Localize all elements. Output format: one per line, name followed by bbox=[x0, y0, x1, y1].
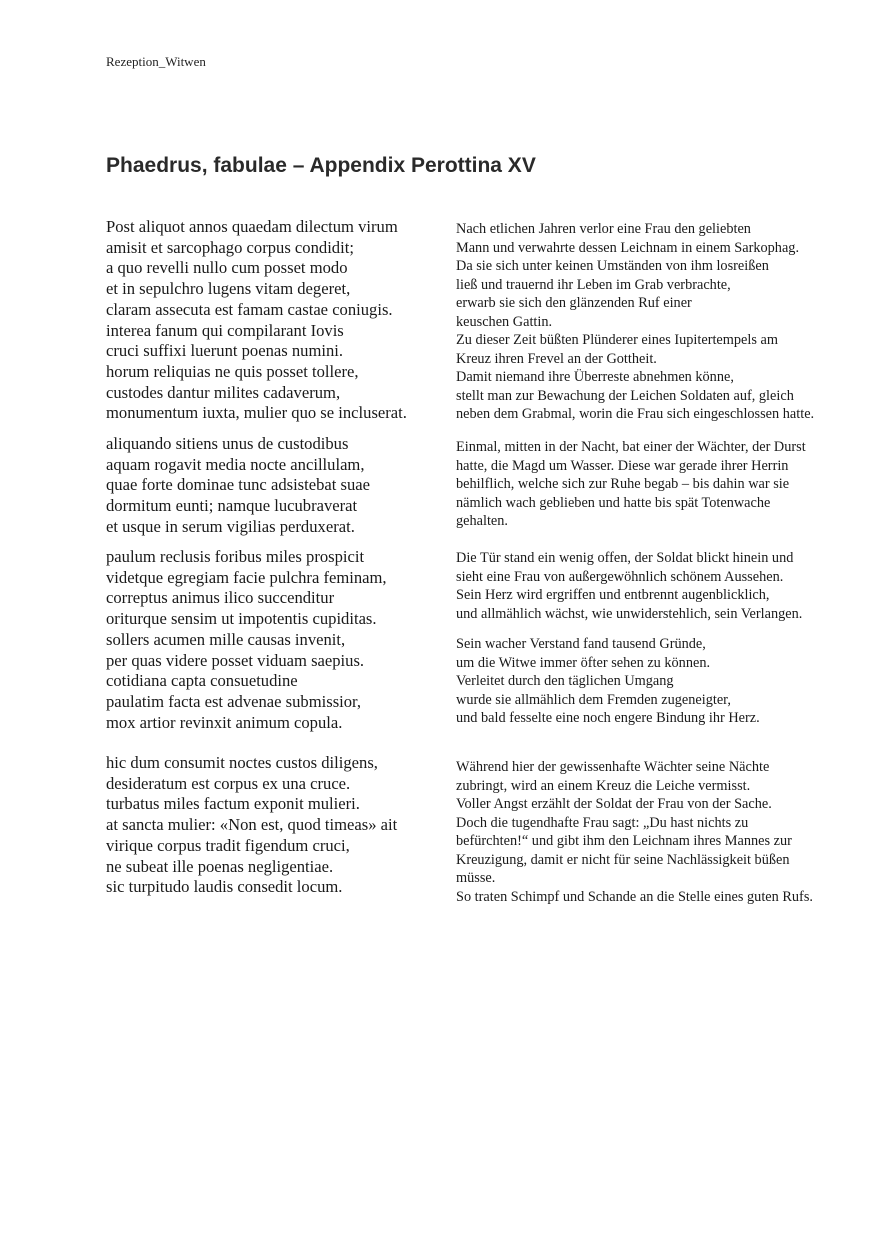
latin-stanza-2 bbox=[106, 434, 451, 538]
german-line: Doch die tugendhafte Frau sagt: „Du hast nichts zu bbox=[456, 814, 749, 831]
latin-line: Post aliquot annos quaedam dilectum virum bbox=[106, 217, 398, 236]
latin-line: horum reliquias ne quis posset tollere, bbox=[106, 361, 359, 381]
latin-line: sic turpitudo laudis consedit locum. bbox=[106, 877, 343, 897]
german-line: nämlich wach geblieben und hatte bis spät Totenwache bbox=[456, 494, 771, 511]
latin-line: quae forte dominae tunc adsistebat suae bbox=[106, 475, 371, 495]
german-line: müsse. bbox=[456, 870, 496, 886]
german-line: gehalten. bbox=[456, 513, 509, 529]
latin-line: turbatus miles factum exponit mulieri. bbox=[106, 794, 360, 814]
german-line: hatte, die Magd um Wasser. Diese war gerade ihrer Herrin bbox=[456, 457, 789, 474]
german-paragraph-1 bbox=[456, 220, 876, 424]
latin-line: sollers acumen mille causas invenit, bbox=[106, 629, 346, 649]
page-header: Rezeption_Witwen bbox=[106, 54, 206, 69]
latin-line: desideratum est corpus ex una cruce. bbox=[106, 773, 351, 793]
german-paragraph-4 bbox=[456, 635, 876, 728]
german-line: Nach etlichen Jahren verlor eine Frau den geliebten bbox=[456, 221, 751, 237]
latin-line: per quas videre posset viduam saepius. bbox=[106, 650, 365, 670]
german-line: behilflich, welche sich zur Ruhe begab – bis dahin war sie bbox=[456, 476, 790, 492]
german-line: Während hier der gewissenhafte Wächter seine Nächte bbox=[456, 759, 770, 775]
latin-line: correptus animus ilico succenditur bbox=[106, 588, 335, 608]
german-line: erwarb sie sich den glänzenden Ruf einer bbox=[456, 295, 692, 311]
latin-line: paulatim facta est advenae submissior, bbox=[106, 691, 362, 711]
latin-line: oriturque sensim ut impotentis cupiditas. bbox=[106, 609, 377, 629]
latin-line: custodes dantur milites cadaverum, bbox=[106, 382, 341, 402]
german-line: befürchten!“ und gibt ihm den Leichnam ihres Mannes zur bbox=[456, 833, 792, 849]
german-line: ließ und trauernd ihr Leben im Grab verbrachte, bbox=[456, 276, 731, 293]
german-line: sieht eine Frau von außergewöhnlich schönem Aussehen. bbox=[456, 568, 784, 585]
german-line: neben dem Grabmal, worin die Frau sich eingeschlossen hatte. bbox=[456, 406, 815, 422]
latin-stanza-1 bbox=[106, 217, 451, 424]
german-line: zubringt, wird an einem Kreuz die Leiche vermisst. bbox=[456, 777, 751, 794]
latin-stanza-4 bbox=[106, 753, 451, 898]
latin-line: ne subeat ille poenas negligentiae. bbox=[106, 856, 334, 876]
latin-line: hic dum consumit noctes custos diligens, bbox=[106, 753, 378, 772]
german-line: Kreuzigung, damit er nicht für seine Nachlässigkeit büßen bbox=[456, 851, 790, 868]
german-paragraph-5 bbox=[456, 758, 876, 906]
german-line: Kreuz ihren Frevel an der Gottheit. bbox=[456, 350, 657, 367]
latin-line: a quo revelli nullo cum posset modo bbox=[106, 258, 348, 278]
latin-line: et usque in serum vigilias perduxerat. bbox=[106, 516, 355, 536]
german-line: stellt man zur Bewachung der Leichen Soldaten auf, gleich bbox=[456, 387, 794, 404]
latin-line: mox artior revinxit animum copula. bbox=[106, 712, 343, 732]
german-line: wurde sie allmählich dem Fremden zugeneigter, bbox=[456, 691, 731, 708]
german-line: So traten Schimpf und Schande an die Stelle eines guten Rufs. bbox=[456, 888, 813, 905]
german-line: Mann und verwahrte dessen Leichnam in einem Sarkophag. bbox=[456, 239, 800, 256]
latin-line: claram assecuta est famam castae coniugis. bbox=[106, 299, 393, 319]
latin-line: aliquando sitiens unus de custodibus bbox=[106, 434, 349, 453]
latin-line: videtque egregiam facie pulchra feminam, bbox=[106, 567, 387, 587]
latin-line: monumentum iuxta, mulier quo se incluserat. bbox=[106, 403, 407, 423]
german-line: Sein wacher Verstand fand tausend Gründe, bbox=[456, 636, 706, 652]
german-line: Voller Angst erzählt der Soldat der Frau von der Sache. bbox=[456, 796, 772, 812]
latin-line: cotidiana capta consuetudine bbox=[106, 671, 298, 691]
german-line: Damit niemand ihre Überreste abnehmen könne, bbox=[456, 369, 734, 385]
german-line: Die Tür stand ein wenig offen, der Soldat blickt hinein und bbox=[456, 550, 794, 566]
german-line: und allmählich wächst, wie unwiderstehlich, sein Verlangen. bbox=[456, 605, 803, 622]
german-line: Sein Herz wird ergriffen und entbrennt augenblicklich, bbox=[456, 587, 770, 603]
german-paragraph-2 bbox=[456, 438, 876, 531]
latin-line: at sancta mulier: «Non est, quod timeas» ait bbox=[106, 815, 398, 835]
latin-line: paulum reclusis foribus miles prospicit bbox=[106, 547, 365, 566]
german-line: und bald fesselte eine noch engere Bindung ihr Herz. bbox=[456, 710, 760, 726]
latin-line: dormitum eunti; namque lucubraverat bbox=[106, 496, 358, 516]
document-title: Phaedrus, fabulae – Appendix Perottina XV bbox=[106, 154, 536, 177]
latin-line: amisit et sarcophago corpus condidit; bbox=[106, 237, 354, 257]
german-line: Zu dieser Zeit büßten Plünderer eines Iupitertempels am bbox=[456, 332, 778, 348]
german-paragraph-3 bbox=[456, 549, 876, 623]
latin-stanza-3 bbox=[106, 547, 451, 733]
latin-line: et in sepulchro lugens vitam degeret, bbox=[106, 279, 351, 299]
latin-line: aquam rogavit media nocte ancillulam, bbox=[106, 454, 365, 474]
latin-line: cruci suffixi luerunt poenas numini. bbox=[106, 341, 344, 361]
german-line: keuschen Gattin. bbox=[456, 313, 553, 330]
latin-line: interea fanum qui compilarant Iovis bbox=[106, 320, 344, 340]
german-line: Da sie sich unter keinen Umständen von ihm losreißen bbox=[456, 258, 769, 274]
german-line: Einmal, mitten in der Nacht, bat einer der Wächter, der Durst bbox=[456, 439, 806, 455]
latin-line: virique corpus tradit figendum cruci, bbox=[106, 835, 350, 855]
german-line: Verleitet durch den täglichen Umgang bbox=[456, 673, 674, 689]
german-line: um die Witwe immer öfter sehen zu können. bbox=[456, 654, 711, 671]
